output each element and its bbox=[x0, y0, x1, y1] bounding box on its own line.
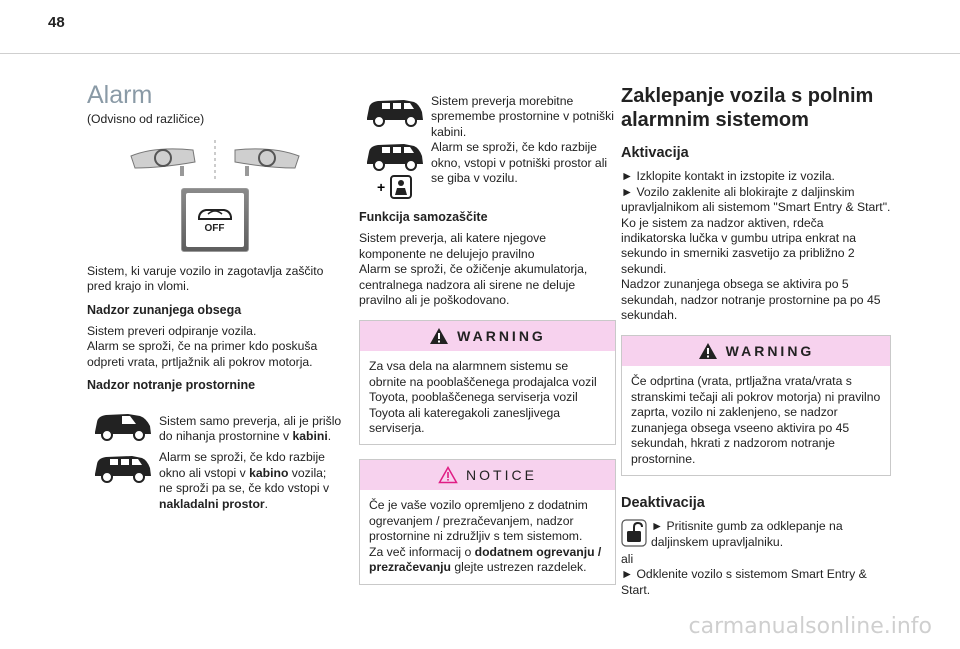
notice-text-2: Za več informacij o dodatnem ogrevanju / prezračevanju glejte ustrezen razdelek. bbox=[369, 544, 602, 575]
notice-label: NOTICE bbox=[466, 466, 537, 483]
deactivation-step-1: ► Pritisnite gumb za odklepanje na daljinskem upravljalniku. bbox=[651, 519, 843, 549]
activation-heading: Aktivacija bbox=[621, 145, 689, 161]
warning-box-locking bbox=[621, 335, 891, 475]
activation-text-2: Nadzor zunanjega obsega se aktivira po 5 sekundah, nadzor notranje prostornine pa po 45 sekundah. bbox=[621, 277, 881, 323]
activation-step-1: ► Izklopite kontakt in izstopite iz vozila. bbox=[621, 169, 835, 184]
interior-load-row bbox=[87, 450, 342, 512]
column-alarm bbox=[87, 70, 342, 522]
notice-text-1: Če je vaše vozilo opremljeno z dodatnim ogrevanjem / prezračevanjem, nadzor prostornine ni združljiv s tem sistemom. bbox=[369, 498, 588, 544]
passenger-alarm-icon bbox=[375, 174, 415, 200]
van-cabin-icon bbox=[92, 408, 154, 444]
deactivation-remote-row bbox=[621, 519, 891, 551]
interior-cabin-row bbox=[87, 408, 342, 445]
interior-cabin-text: Sistem samo preverja, ali je prišlo do nihanja prostornine v kabini. bbox=[159, 413, 342, 444]
passenger-volume-text: Sistem preverja morebitne spremembe prostornine v potniški kabini. Alarm se sproži, če kdo razbije okno, vstopi v potniški prostor ali se giba v vozilu. bbox=[431, 94, 614, 186]
interior-load-text: Alarm se sproži, če kdo razbije okno ali vstopi v kabino vozila; ne sproži pa se, če kdo vstopi v nakladalni prostor. bbox=[159, 450, 330, 511]
interior-heading: Nadzor notranje prostornine bbox=[87, 378, 256, 393]
car-alarm-icon bbox=[196, 206, 234, 222]
warning-label: WARNING bbox=[725, 342, 815, 359]
section-title-locking: Zaklepanje vozila s polnim alarmnim sistemom bbox=[621, 85, 874, 131]
exterior-text-1: Sistem preveri odpiranje vozila. bbox=[87, 324, 257, 339]
notice-triangle-icon bbox=[438, 466, 458, 484]
warning-triangle-icon bbox=[429, 327, 449, 345]
unlock-padlock-icon bbox=[621, 519, 647, 547]
warning-triangle-icon bbox=[698, 342, 718, 360]
warning-header bbox=[622, 336, 890, 366]
alarm-off-button-illustration bbox=[181, 188, 249, 252]
warning-text-locking: Če odprtina (vrata, prtljažna vrata/vrata s stranskimi tečaji ali pokrov motorja) ni pravilno zaprta, vozilo ni zaklenjeno, se nadzor zunanjega obsega vseeno aktivira po 45 sekundah, hkrati z nadzorom notranje prostornine. bbox=[631, 374, 881, 466]
variant-note: (Odvisno od različice) bbox=[87, 112, 205, 127]
self-protection-heading: Funkcija samozaščite bbox=[359, 210, 488, 224]
exterior-text-2: Alarm se sproži, če na primer kdo poskuša odpreti vrata, prtljažnik ali pokrov motorja. bbox=[87, 339, 318, 369]
exterior-heading: Nadzor zunanjega obsega bbox=[87, 302, 242, 317]
self-protection-text-2: Alarm se sproži, če ožičenje akumulatorja, centralnega nadzora ali sirene ne deluje pravilno ali je poškodovano. bbox=[359, 262, 588, 308]
deactivation-heading: Deaktivacija bbox=[621, 494, 705, 511]
deactivation-step-2: ► Odklenite vozilo s sistemom Smart Entry & Start. bbox=[621, 567, 867, 597]
off-label: OFF bbox=[204, 222, 225, 234]
warning-text: Za vsa dela na alarmnem sistemu se obrnite na pooblaščenega prodajalca vozil Toyota, pooblaščenega serviserja vozil Toyota ali kateregakoli zanesljivega serviserja. bbox=[369, 359, 597, 436]
top-rule bbox=[0, 53, 960, 54]
mirror-sensors-icon bbox=[125, 138, 305, 182]
notice-box bbox=[359, 459, 616, 584]
rearview-mirror-illustration bbox=[87, 138, 342, 182]
self-protection-text-1: Sistem preverja, ali katere njegove komponente ne delujejo pravilno bbox=[359, 231, 546, 261]
van-passenger-icon bbox=[364, 94, 426, 130]
warning-box bbox=[359, 320, 616, 445]
column-locking bbox=[621, 70, 891, 598]
page-number: 48 bbox=[48, 14, 65, 31]
svg-text:+: + bbox=[377, 179, 386, 195]
warning-header bbox=[360, 321, 615, 351]
activation-text-1: Ko je sistem za nadzor aktiven, rdeča indikatorska lučka v gumbu utripa enkrat na sekundo in smerniki zasvetijo za približno 2 sekundi. bbox=[621, 215, 857, 276]
van-passenger-icon bbox=[92, 450, 154, 486]
section-title-alarm: Alarm bbox=[87, 81, 153, 109]
watermark: carmanualsonline.info bbox=[688, 614, 932, 639]
column-monitoring bbox=[359, 94, 616, 599]
passenger-volume-row bbox=[359, 94, 616, 200]
notice-header bbox=[360, 460, 615, 490]
activation-step-2: ► Vozilo zaklenite ali blokirajte z daljinskim upravljalnikom ali sistemom "Smart Entry & Start". bbox=[621, 184, 891, 215]
van-passenger-icon bbox=[364, 138, 426, 174]
alarm-intro: Sistem, ki varuje vozilo in zagotavlja zaščito pred krajo in vlomi. bbox=[87, 263, 324, 294]
deactivation-or: ali bbox=[621, 551, 634, 566]
warning-label: WARNING bbox=[457, 327, 546, 344]
